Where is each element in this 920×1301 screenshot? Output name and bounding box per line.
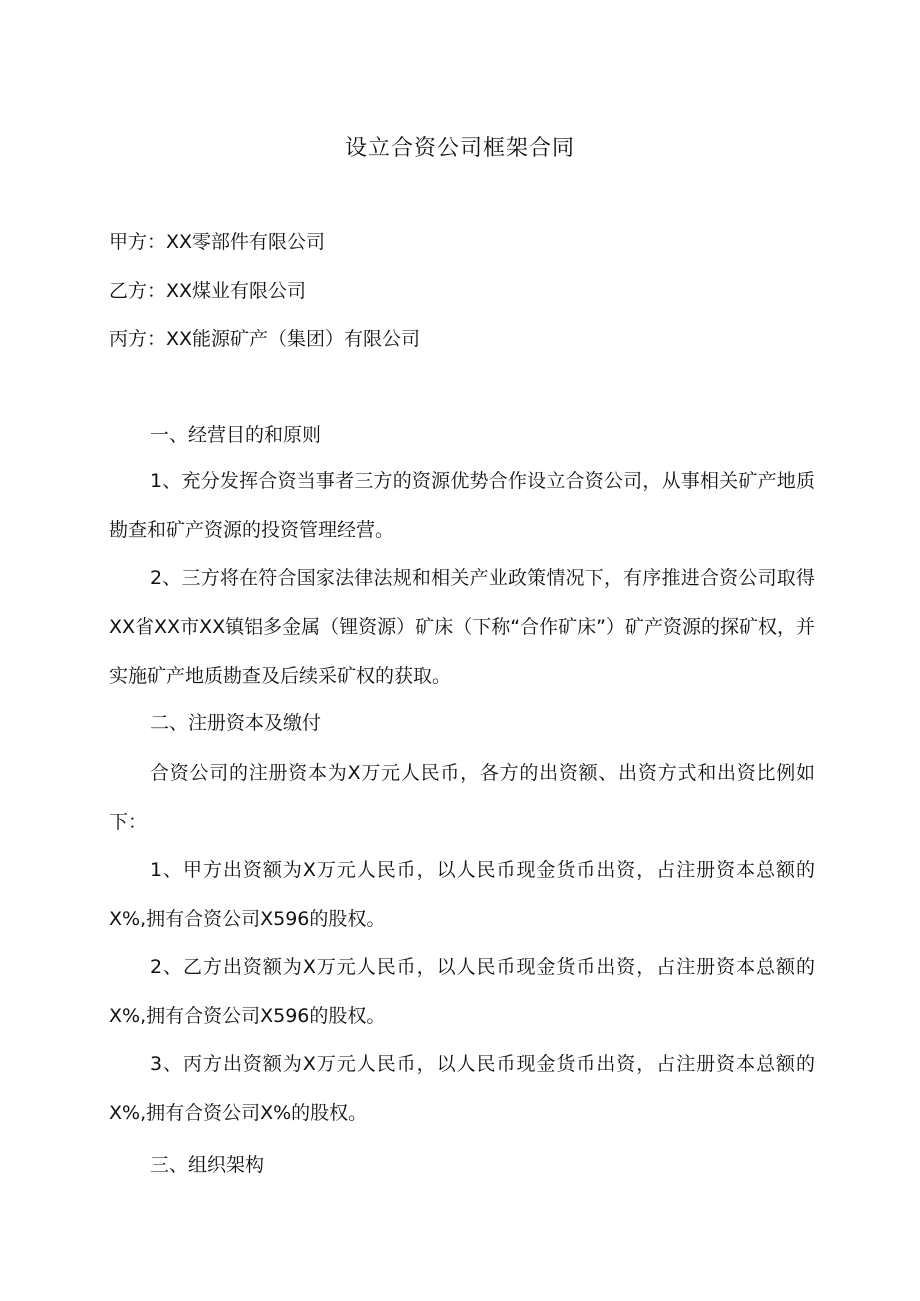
section1-item1: 1、充分发挥合资当事者三方的资源优势合作设立合资公司，从事相关矿产地质勘查和矿产资源的投资管理经营。 bbox=[109, 470, 815, 541]
section-heading-3: 三、组织架构 bbox=[150, 1154, 265, 1176]
section2-intro: 合资公司的注册资本为X万元人民币，各方的出资额、出资方式和出资比例如下： bbox=[109, 762, 815, 833]
section-heading-2: 二、注册资本及缴付 bbox=[150, 712, 322, 734]
party-c: 丙方：XX能源矿产（集团）有限公司 bbox=[109, 328, 421, 350]
section-heading-1: 一、经营目的和原则 bbox=[150, 424, 322, 446]
party-a: 甲方：XX零部件有限公司 bbox=[109, 231, 326, 253]
party-b: 乙方：XX煤业有限公司 bbox=[109, 280, 307, 302]
section1-item2: 2、三方将在符合国家法律法规和相关产业政策情况下，有序推进合资公司取得XX省XX市XX镇铝多金属（锂资源）矿床（下称“合作矿床”）矿产资源的探矿权，并实施矿产地质勘查及后续采矿权的获取。 bbox=[109, 567, 815, 687]
section2-item2: 2、乙方出资额为X万元人民币，以人民币现金货币出资，占注册资本总额的X%,拥有合资公司X596的股权。 bbox=[109, 956, 815, 1027]
section2-item1: 1、甲方出资额为X万元人民币，以人民币现金货币出资，占注册资本总额的X%,拥有合资公司X596的股权。 bbox=[109, 859, 815, 930]
document-title: 设立合资公司框架合同 bbox=[344, 136, 575, 161]
section2-item3: 3、丙方出资额为X万元人民币，以人民币现金货币出资，占注册资本总额的X%,拥有合资公司X%的股权。 bbox=[109, 1053, 815, 1124]
